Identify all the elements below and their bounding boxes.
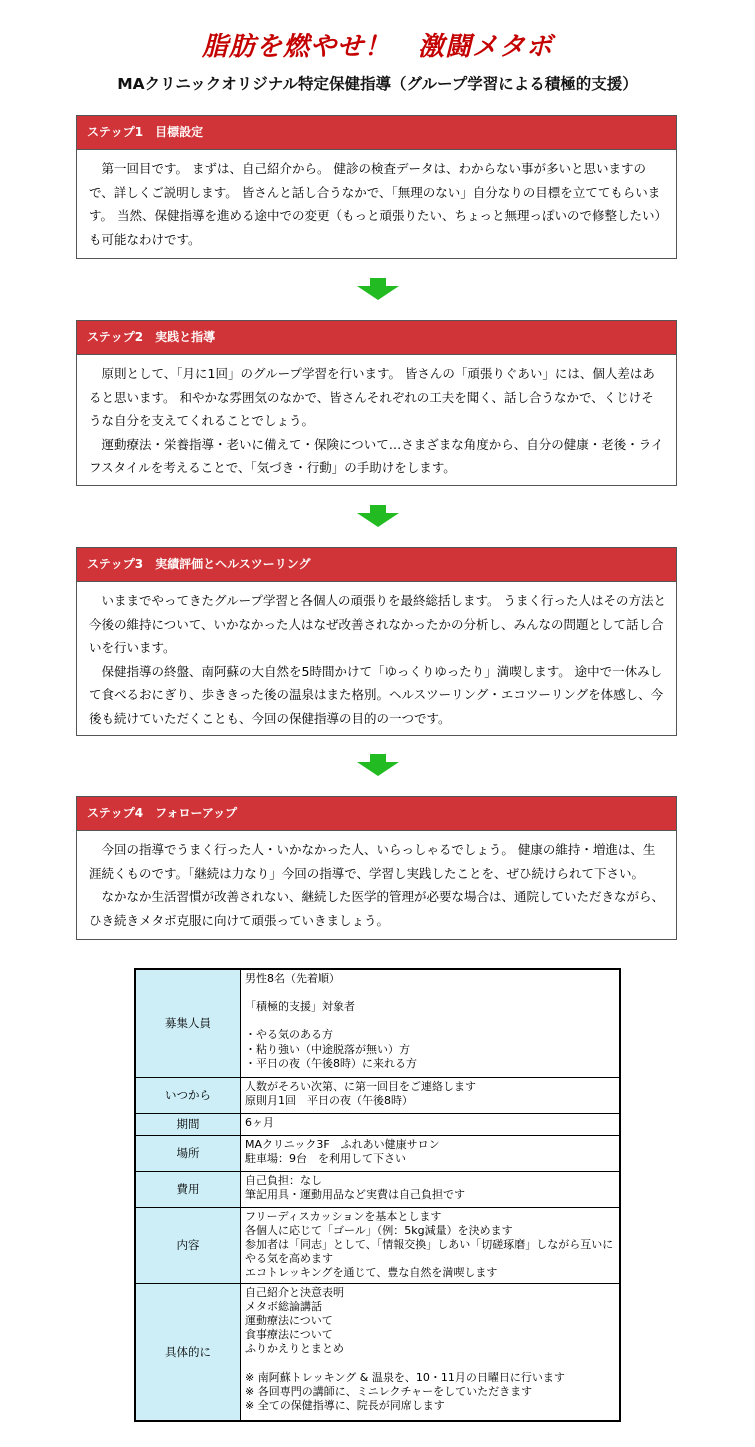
down-arrow-icon: [357, 505, 399, 527]
step-2-paragraph: 運動療法・栄養指導・老いに備えて・保険について…さまざまな角度から、自分の健康・老後・ライフスタイルを考えることで、「気づき・行動」の手助けをします。: [89, 436, 664, 475]
step-2-body: [77, 355, 676, 486]
table-value-line: 自己負担：なし: [245, 1173, 322, 1187]
step-2-box: [76, 320, 677, 486]
table-value-line: [245, 986, 615, 1000]
table-row-label: 内容: [135, 1207, 241, 1283]
down-arrow-icon: [357, 278, 399, 300]
table-value-line: ※ 各回専門の講師に、ミニレクチャーをしていただきます: [245, 1384, 533, 1398]
step-4-paragraph: なかなか生活習慣が改善されない、継続した医学的管理が必要な場合は、通院していただきながら、ひき続きメタボ克服に向けて頑張っていきましょう。: [89, 889, 665, 928]
table-row-label: 募集人員: [135, 969, 241, 1077]
down-arrow-icon: [357, 754, 399, 776]
step-3-box: [76, 547, 677, 736]
table-value-line: 原則月1回 平日の夜（午後8時）: [245, 1093, 413, 1107]
table-value-line: [245, 1357, 615, 1371]
table-value-line: ※ 南阿蘇トレッキング & 温泉を、10・11月の日曜日に行います: [245, 1370, 565, 1384]
table-row-label: 具体的に: [135, 1283, 241, 1421]
table-value-line: 各個人に応じて「ゴール」（例：5kg減量）を決めます: [245, 1223, 513, 1237]
table-value-line: メタボ総論講話: [245, 1299, 322, 1313]
table-row-label: いつから: [135, 1077, 241, 1113]
table-row: [135, 1171, 620, 1207]
table-value-line: 運動療法について: [245, 1313, 333, 1327]
table-value-line: ・平日の夜（午後8時）に来れる方: [245, 1056, 417, 1070]
table-row: [135, 1283, 620, 1421]
table-row-value: [241, 1077, 621, 1113]
table-value-line: 男性8名（先着順）: [245, 972, 340, 985]
table-row: [135, 1113, 620, 1135]
step-2-paragraph: 原則として、「月に1回」のグループ学習を行います。 皆さんの「頑張りぐあい」には、個人差はあると思います。 和やかな雰囲気のなかで、皆さんそれぞれの工夫を聞く、話し合うなかで、くじけそうな自分を支えてくれることでしょう。: [89, 366, 655, 428]
table-value-line: フリーディスカッションを基本とします: [245, 1209, 442, 1223]
step-3-paragraph: 保健指導の終盤、南阿蘇の大自然を5時間かけて「ゆっくりゆったり」満喫します。 途中で一休みして食べるおにぎり、歩ききった後の温泉はまた格別。ヘルスツーリング・エコツーリングを体感し、今後も続けていただくことも、今回の保健指導の目的の一つです。: [89, 663, 664, 726]
step-4-heading: ステップ4 フォローアップ: [77, 797, 676, 831]
table-row-label: 費用: [135, 1171, 241, 1207]
table-row-value: [241, 1207, 621, 1283]
step-1-heading: ステップ1 目標設定: [77, 116, 676, 150]
step-2-heading: ステップ2 実践と指導: [77, 321, 676, 355]
table-row: [135, 969, 620, 1077]
step-3-paragraph: いままでやってきたグループ学習と各個人の頑張りを最終総括します。 うまく行った人はその方法と今後の維持について、いかなかった人はなぜ改善されなかったかの分析し、みんなの問題として話し合いを行います。: [89, 593, 666, 655]
table-value-line: 人数がそろい次第、に第一回目をご連絡します: [245, 1079, 476, 1093]
table-row-value: [241, 1283, 621, 1421]
step-3-body: [77, 582, 676, 736]
table-value-line: ※ 全ての保健指導に、院長が同席します: [245, 1398, 445, 1412]
step-4-box: [76, 796, 677, 940]
table-value-line: [245, 1014, 615, 1028]
table-value-line: 駐車場：9台 を利用して下さい: [245, 1151, 406, 1165]
table-value-line: 筆記用具・運動用品など実費は自己負担です: [245, 1187, 465, 1201]
table-row: [135, 1135, 620, 1171]
table-value-line: ・やる気のある方: [245, 1028, 333, 1042]
step-4-paragraph: 今回の指導でうまく行った人・いかなかった人、いらっしゃるでしょう。 健康の維持・増進は、生涯続くものです。「継続は力なり」今回の指導で、学習し実践したことを、ぜひ続けられて下さい。: [89, 842, 656, 881]
table-row: [135, 1207, 620, 1283]
table-row-value: [241, 1135, 621, 1171]
table-row-value: [241, 1171, 621, 1207]
table-row-value: [241, 969, 621, 1077]
table-value-line: ・粘り強い（中途脱落が無い）方: [245, 1042, 410, 1056]
table-row-label: 場所: [135, 1135, 241, 1171]
table-value-line: ふりかえりとまとめ: [245, 1342, 344, 1356]
table-row-label: 期間: [135, 1113, 241, 1135]
table-value-line: エコトレッキングを通じて、豊な自然を満喫します: [245, 1266, 498, 1280]
info-table: [134, 968, 621, 1422]
table-value-line: 「積極的支援」対象者: [245, 1000, 355, 1014]
table-row-value: [241, 1113, 621, 1135]
step-4-body: [77, 831, 676, 938]
step-1-box: [76, 115, 677, 259]
page-title: 脂肪を燃やせ！ 激闘メタボ: [201, 32, 553, 62]
table-value-line: MAクリニック3F ふれあい健康サロン: [245, 1137, 440, 1151]
step-1-body: [77, 150, 676, 257]
step-3-heading: ステップ3 実績評価とヘルスツーリング: [77, 548, 676, 582]
table-value-line: 参加者は「同志」として、「情報交換」しあい「切磋琢磨」しながら互いにやる気を高めます: [245, 1237, 614, 1266]
page-subtitle: MAクリニックオリジナル特定保健指導（グループ学習による積極的支援）: [117, 75, 638, 93]
table-row: [135, 1077, 620, 1113]
step-1-paragraph: 第一回目です。 まずは、自己紹介から。 健診の検査データは、わからない事が多いと思いますので、詳しくご説明します。 皆さんと話し合うなかで、「無理のない」自分なりの目標を立ててもらいます。 当然、保健指導を進める途中での変更（もっと頑張りたい、ちょっと無理っぽいので修整したい）も可能なわけです。: [89, 161, 661, 247]
table-value-line: 食事療法について: [245, 1328, 333, 1342]
table-value-line: 自己紹介と決意表明: [245, 1285, 344, 1299]
table-value-line: 6ヶ月: [245, 1115, 274, 1129]
